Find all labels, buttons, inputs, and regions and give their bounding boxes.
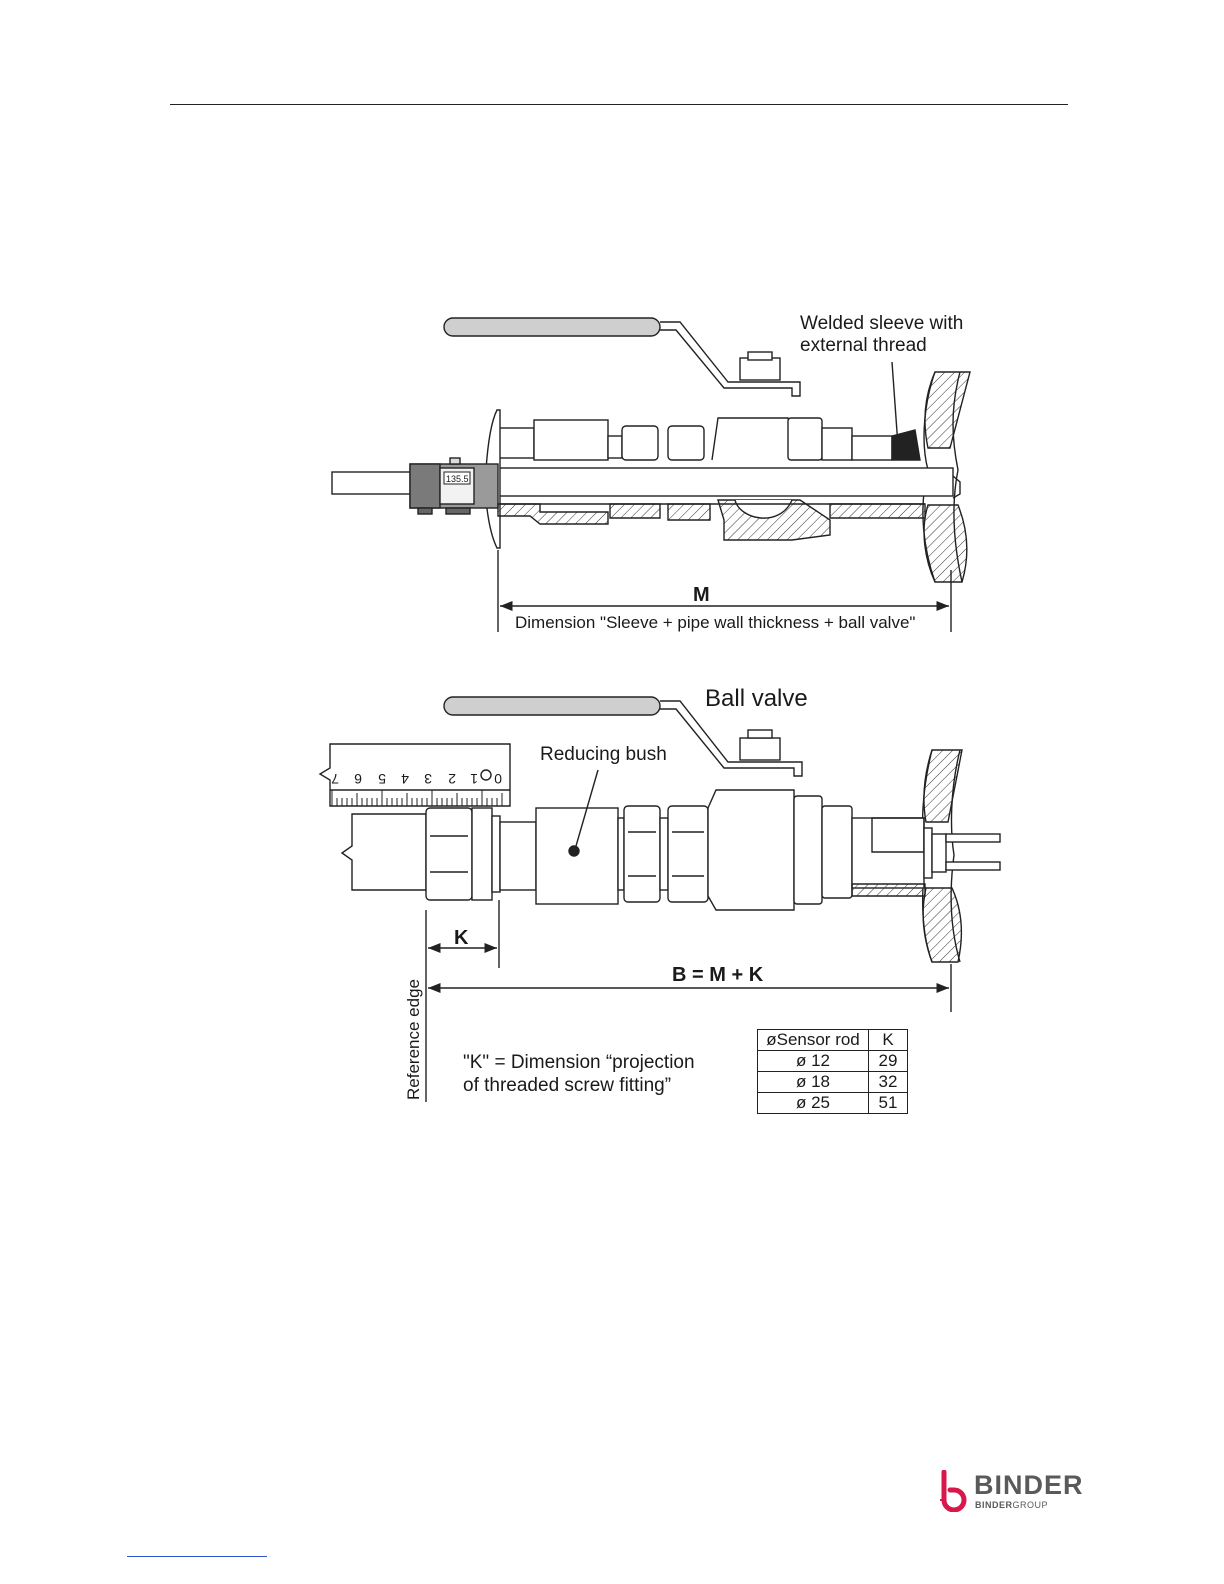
ruler-number-7: 7 (331, 771, 339, 787)
ruler-number-3: 3 (424, 771, 432, 787)
welded-sleeve-bottom (852, 818, 1000, 896)
ruler-number-0: 0 (494, 771, 502, 787)
k-table-header-rod: øSensor rod (758, 1030, 869, 1051)
k-table-header (758, 1030, 908, 1051)
ruler-number-4: 4 (401, 771, 409, 787)
binder-logo (940, 1470, 1084, 1512)
table-row (758, 1051, 908, 1072)
caliper-readout: 135.5 (446, 474, 469, 484)
table-cell-k: 29 (869, 1051, 908, 1072)
union-nuts (618, 806, 708, 902)
leader-sleeve (892, 362, 898, 446)
ruler-number-5: 5 (378, 771, 386, 787)
label-reference-edge: Reference edge (404, 979, 423, 1100)
note-k-line2: of threaded screw fitting” (463, 1075, 672, 1096)
dim-label-b: B = M + K (672, 964, 764, 986)
valve-handle-top (444, 318, 800, 396)
reducing-bush (536, 808, 618, 904)
k-table (757, 1029, 908, 1114)
table-cell-rod: ø 25 (758, 1093, 869, 1114)
table-row (758, 1093, 908, 1114)
ruler-number-6: 6 (354, 771, 362, 787)
ball-valve-body (708, 790, 852, 910)
sensor-rod-bottom (342, 814, 426, 890)
top-figure (332, 318, 970, 632)
footer-link-line[interactable] (127, 1556, 267, 1557)
binder-b-icon (940, 1470, 970, 1512)
label-sleeve-line2: external thread (800, 335, 927, 356)
dim-letter-k: K (454, 927, 469, 949)
logo-sub-bold: BINDER (975, 1500, 1013, 1510)
ruler-number-1: 1 (470, 771, 478, 787)
label-reducing-bush: Reducing bush (540, 744, 667, 765)
logo-subline (975, 1500, 1048, 1510)
table-cell-k: 51 (869, 1093, 908, 1114)
table-row (758, 1072, 908, 1093)
table-cell-rod: ø 18 (758, 1072, 869, 1093)
logo-word: BINDER (974, 1470, 1084, 1500)
logo-sub-rest: GROUP (1012, 1500, 1049, 1510)
label-ball-valve: Ball valve (705, 685, 808, 712)
k-table-header-k: K (869, 1030, 908, 1051)
screw-fitting (426, 808, 536, 900)
note-k-line1: "K" = Dimension “projection (463, 1052, 695, 1073)
table-cell-rod: ø 12 (758, 1051, 869, 1072)
valve-section-top (498, 500, 925, 540)
label-sleeve-line1: Welded sleeve with (800, 313, 964, 334)
dim-caption-m: Dimension "Sleeve + pipe wall thickness + ball valve" (515, 613, 916, 632)
ruler-number-2: 2 (448, 771, 456, 787)
valve-body-top (498, 418, 920, 460)
dim-letter-m: M (693, 584, 710, 606)
table-cell-k: 32 (869, 1072, 908, 1093)
